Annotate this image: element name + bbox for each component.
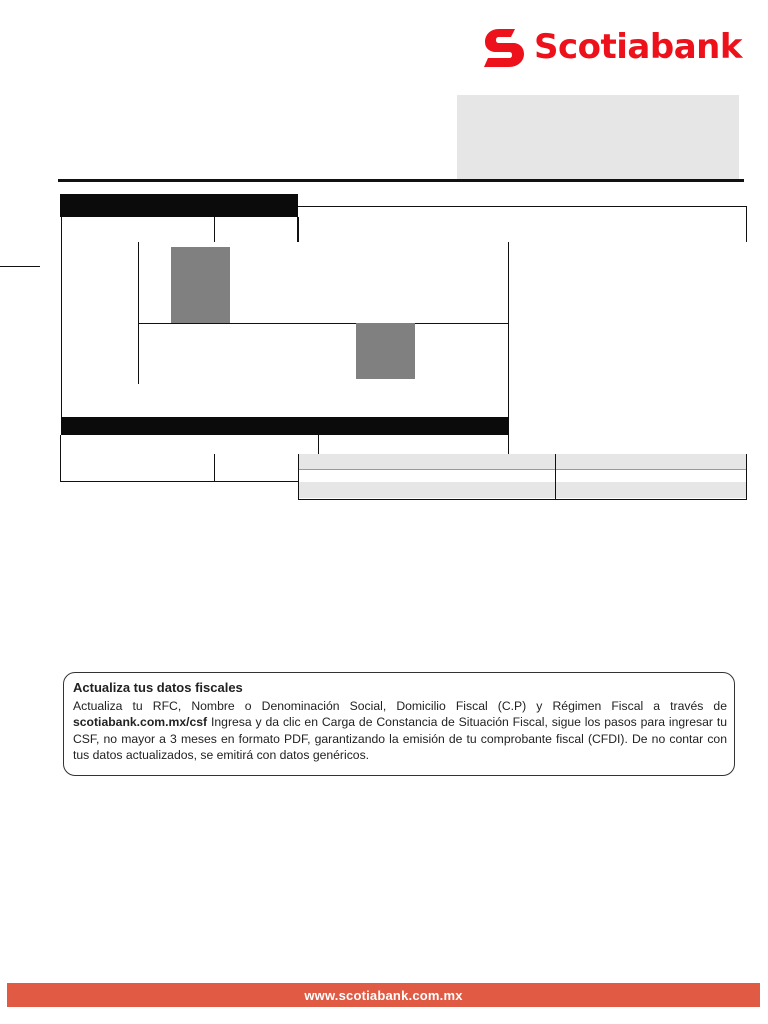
cell-divider (214, 454, 215, 482)
frame-left (61, 242, 62, 418)
chart-axis (138, 242, 139, 384)
cell-divider (61, 217, 62, 242)
table-bottom-rule (298, 499, 747, 500)
cell-divider (60, 435, 61, 482)
section-right-edge (746, 206, 747, 242)
chart-baseline (138, 323, 508, 324)
grey-bar-up (171, 247, 230, 323)
footer-bar (7, 983, 760, 1007)
scotiabank-logo (478, 18, 740, 76)
notice-body (73, 698, 727, 764)
cell-divider (318, 435, 319, 454)
cell-divider (214, 217, 215, 242)
table-column-divider (555, 454, 556, 500)
table-left-edge (298, 454, 299, 500)
margin-mark (0, 266, 40, 267)
fiscal-data-notice (63, 672, 735, 776)
table-row (299, 482, 746, 498)
cell-divider (508, 435, 509, 454)
header-divider (58, 179, 744, 182)
brand-name: Scotiabank (534, 27, 742, 67)
cell-divider (297, 217, 299, 242)
frame-right (508, 242, 509, 418)
table-row (299, 454, 746, 469)
section-header-bar (60, 194, 298, 217)
notice-title: Actualiza tus datos fiscales (73, 680, 243, 695)
table-right-edge (746, 454, 747, 500)
scotiabank-s-icon (478, 21, 530, 73)
footer-url[interactable]: www.scotiabank.com.mx (304, 987, 463, 1003)
account-summary-box (457, 95, 739, 180)
section-top-rule (298, 206, 746, 207)
cell-bottom-rule (60, 481, 298, 482)
grey-bar-down (356, 323, 415, 379)
section-footer-bar (61, 417, 509, 435)
notice-text-intro: Actualiza tu RFC, Nombre o Denominación Social, Domicilio Fiscal (C.P) y Régimen Fiscal a través de (73, 698, 727, 713)
notice-text-instructions: Ingresa y da clic en Carga de Constancia de Situación Fiscal, sigue los pasos para ingresar tu CSF, no mayor a 3 meses en formato PDF, garantizando la emisión de tu comprobante fiscal (CFDI). De no contar con tus datos actualizados, se emitirá con datos genéricos. (73, 715, 727, 763)
table-row-divider (299, 469, 746, 470)
csf-link[interactable]: scotiabank.com.mx/csf (73, 715, 208, 730)
